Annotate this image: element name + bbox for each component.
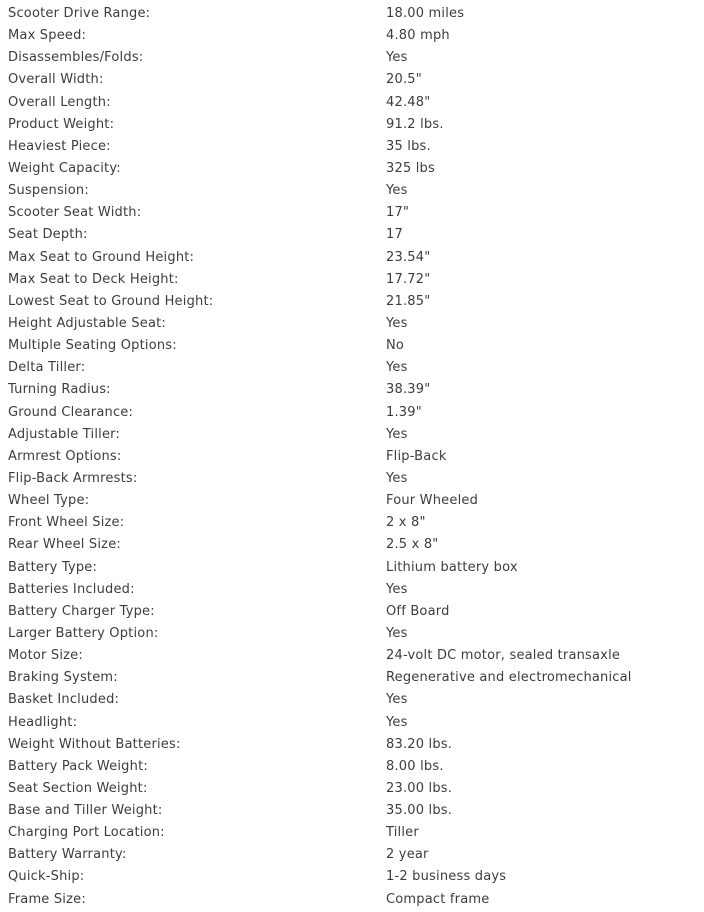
- spec-label: Braking System:: [8, 670, 118, 686]
- spec-value: 23.54": [386, 249, 431, 265]
- spec-label: Basket Included:: [8, 692, 120, 708]
- spec-row: [0, 291, 704, 313]
- spec-row: [0, 269, 704, 291]
- spec-value: 21.85": [386, 293, 431, 309]
- spec-row: [0, 114, 704, 136]
- spec-row: [0, 180, 704, 202]
- spec-label: Seat Depth:: [8, 227, 88, 243]
- spec-label: Max Speed:: [8, 28, 87, 44]
- spec-value: 20.5": [386, 72, 422, 88]
- spec-value: 2 x 8": [386, 515, 426, 531]
- spec-value: Yes: [386, 183, 408, 199]
- spec-value: 4.80 mph: [386, 28, 450, 44]
- spec-label: Battery Type:: [8, 559, 98, 575]
- spec-label: Flip-Back Armrests:: [8, 470, 138, 486]
- spec-value: 23.00 lbs.: [386, 780, 453, 796]
- spec-label: Front Wheel Size:: [8, 515, 125, 531]
- spec-label: Scooter Drive Range:: [8, 6, 151, 21]
- spec-label: Product Weight:: [8, 116, 115, 132]
- spec-row: [0, 69, 704, 91]
- spec-label: Weight Capacity:: [8, 160, 121, 176]
- spec-label: Max Seat to Deck Height:: [8, 271, 179, 287]
- spec-row: [0, 247, 704, 269]
- spec-row: [0, 579, 704, 601]
- spec-value: Yes: [386, 315, 408, 331]
- spec-value: Tiller: [386, 825, 419, 841]
- spec-value: Yes: [386, 360, 408, 376]
- spec-row: [0, 92, 704, 114]
- spec-label: Delta Tiller:: [8, 360, 86, 376]
- spec-row: [0, 712, 704, 734]
- spec-row: [0, 379, 704, 401]
- spec-row: [0, 357, 704, 379]
- spec-value: 17.72": [386, 271, 431, 287]
- spec-value: Yes: [386, 50, 408, 66]
- spec-label: Turning Radius:: [8, 382, 111, 398]
- spec-value: 17: [386, 227, 403, 243]
- spec-label: Headlight:: [8, 714, 78, 730]
- spec-label: Weight Without Batteries:: [8, 736, 181, 752]
- spec-row: [0, 623, 704, 645]
- spec-value: 8.00 lbs.: [386, 758, 444, 774]
- spec-label: Disassembles/Folds:: [8, 50, 144, 66]
- spec-value: Yes: [386, 426, 408, 442]
- spec-row: [0, 424, 704, 446]
- spec-label: Scooter Seat Width:: [8, 205, 142, 221]
- spec-value: 18.00 miles: [386, 6, 465, 21]
- spec-label: Overall Length:: [8, 94, 111, 110]
- spec-value: Yes: [386, 714, 408, 730]
- spec-row: [0, 512, 704, 534]
- spec-row: [0, 313, 704, 335]
- spec-value: 2 year: [386, 847, 429, 863]
- spec-label: Wheel Type:: [8, 493, 90, 509]
- spec-value: No: [386, 338, 405, 354]
- spec-row: [0, 402, 704, 424]
- spec-value: 17": [386, 205, 410, 221]
- spec-value: 91.2 lbs.: [386, 116, 444, 132]
- spec-label: Height Adjustable Seat:: [8, 315, 166, 331]
- spec-label: Adjustable Tiller:: [8, 426, 121, 442]
- spec-value: Four Wheeled: [386, 493, 479, 509]
- spec-row: [0, 335, 704, 357]
- spec-row: [0, 136, 704, 158]
- spec-label: Motor Size:: [8, 648, 83, 664]
- spec-row: [0, 47, 704, 69]
- spec-label: Overall Width:: [8, 72, 104, 88]
- spec-label: Quick-Ship:: [8, 869, 85, 885]
- spec-value: Off Board: [386, 603, 450, 619]
- spec-label: Lowest Seat to Ground Height:: [8, 293, 214, 309]
- spec-value: Yes: [386, 581, 408, 597]
- spec-value: 1.39": [386, 404, 422, 420]
- spec-value: 35.00 lbs.: [386, 803, 453, 819]
- spec-label: Larger Battery Option:: [8, 625, 159, 641]
- spec-row: [0, 844, 704, 866]
- spec-value: Regenerative and electromechanical: [386, 670, 632, 686]
- spec-label: Armrest Options:: [8, 448, 122, 464]
- spec-value: 24-volt DC motor, sealed transaxle: [386, 648, 621, 664]
- spec-value: 325 lbs: [386, 160, 435, 176]
- spec-row: [0, 667, 704, 689]
- spec-label: Suspension:: [8, 183, 89, 199]
- spec-row: [0, 224, 704, 246]
- spec-value: Flip-Back: [386, 448, 447, 464]
- spec-row: [0, 557, 704, 579]
- spec-row: [0, 756, 704, 778]
- spec-value: 38.39": [386, 382, 431, 398]
- spec-row: [0, 25, 704, 47]
- spec-row: [0, 866, 704, 888]
- spec-value: Lithium battery box: [386, 559, 518, 575]
- spec-value: 2.5 x 8": [386, 537, 439, 553]
- spec-label: Battery Pack Weight:: [8, 758, 148, 774]
- spec-value: Yes: [386, 625, 408, 641]
- spec-label: Rear Wheel Size:: [8, 537, 121, 553]
- spec-row: [0, 3, 704, 25]
- spec-value: 1-2 business days: [386, 869, 507, 885]
- spec-row: [0, 446, 704, 468]
- spec-row: [0, 645, 704, 667]
- spec-row: [0, 601, 704, 623]
- spec-label: Ground Clearance:: [8, 404, 134, 420]
- spec-row: [0, 778, 704, 800]
- spec-row: [0, 822, 704, 844]
- spec-row: [0, 490, 704, 512]
- spec-value: Yes: [386, 692, 408, 708]
- spec-row: [0, 202, 704, 224]
- spec-value: 35 lbs.: [386, 138, 431, 154]
- spec-label: Batteries Included:: [8, 581, 135, 597]
- spec-value: 42.48": [386, 94, 431, 110]
- spec-label: Seat Section Weight:: [8, 780, 148, 796]
- spec-row: [0, 468, 704, 490]
- spec-row: [0, 889, 704, 911]
- spec-row: [0, 534, 704, 556]
- spec-row: [0, 734, 704, 756]
- spec-label: Heaviest Piece:: [8, 138, 111, 154]
- spec-label: Base and Tiller Weight:: [8, 803, 163, 819]
- spec-row: [0, 158, 704, 180]
- spec-label: Charging Port Location:: [8, 825, 165, 841]
- spec-value: Compact frame: [386, 891, 490, 907]
- spec-row: [0, 800, 704, 822]
- spec-label: Battery Charger Type:: [8, 603, 155, 619]
- spec-value: 83.20 lbs.: [386, 736, 453, 752]
- spec-value: Yes: [386, 470, 408, 486]
- spec-row: [0, 689, 704, 711]
- spec-label: Max Seat to Ground Height:: [8, 249, 195, 265]
- spec-label: Multiple Seating Options:: [8, 338, 177, 354]
- spec-label: Frame Size:: [8, 891, 86, 907]
- spec-label: Battery Warranty:: [8, 847, 127, 863]
